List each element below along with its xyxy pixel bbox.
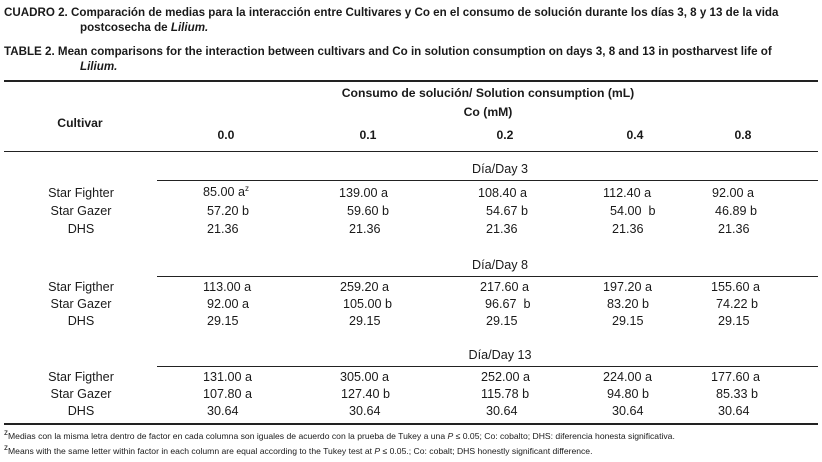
table-cell: 54.67 b <box>486 204 529 218</box>
table-cell: 29.15 <box>718 314 750 328</box>
caption-en-text: Mean comparisons for the interaction between cultivars and Co in solution consumption on days 3, 8 and 13 in postharvest life of <box>57 45 772 58</box>
footnote-en: $^z$Means with the same letter within factor in each column are equal according to the Tukey test at P ≤ 0.05.; Co: cobalt; DHS honestly significant difference. <box>4 443 593 456</box>
table-cell: 21.36 <box>612 222 644 236</box>
section-day-8-rule <box>157 276 818 277</box>
row-label: DHS <box>67 314 95 328</box>
row-label: Star Fighter <box>48 186 114 200</box>
section-day-13-rule <box>157 366 818 367</box>
caption-es-line2 <box>80 20 208 35</box>
table-cell: 85.00 $a^z$ <box>203 183 250 199</box>
section-day-13-title: Día/Day 13 <box>468 348 532 362</box>
caption-es-line1 <box>4 5 778 20</box>
caption-en-label: TABLE 2. <box>4 45 55 58</box>
table-cell: 21.36 <box>207 222 239 236</box>
row-label: DHS <box>67 222 95 236</box>
table-cell: 108.40 a <box>478 186 528 200</box>
header-row-label: Cultivar <box>57 116 103 130</box>
section-day-8-title: Día/Day 8 <box>472 258 528 272</box>
table-cell: 127.40 b <box>341 387 391 401</box>
table-cell: 155.60 a <box>711 280 761 294</box>
table-cell: 29.15 <box>207 314 239 328</box>
table-cell: 224.00 a <box>603 370 653 384</box>
table-cell: 113.00 a <box>203 280 252 294</box>
table-cell: 92.00 a <box>207 297 250 311</box>
table-cell: 252.00 a <box>481 370 531 384</box>
table-cell: 29.15 <box>349 314 381 328</box>
table-cell: 30.64 <box>718 404 750 418</box>
table-cell: 115.78 b <box>481 387 530 401</box>
table-cell: 30.64 <box>207 404 239 418</box>
table-cell: 30.64 <box>349 404 381 418</box>
header-col-4: 0.8 <box>734 128 752 142</box>
caption-en-italic: Lilium. <box>80 60 118 73</box>
header-col-3: 0.4 <box>626 128 644 142</box>
table-cell: 139.00 a <box>339 186 389 200</box>
table-cell: 217.60 a <box>480 280 530 294</box>
table-top-rule <box>4 80 818 82</box>
table-cell: 305.00 a <box>340 370 390 384</box>
caption-en-line2 <box>80 59 117 74</box>
table-cell: 74.22 b <box>716 297 759 311</box>
table-cell: 92.00 a <box>712 186 755 200</box>
row-label: DHS <box>67 404 95 418</box>
table-cell: 105.00 b <box>343 297 393 311</box>
table-cell: 83.20 b <box>607 297 650 311</box>
table-cell: 197.20 a <box>603 280 653 294</box>
header-col-2: 0.2 <box>496 128 514 142</box>
row-label: Star Gazer <box>50 387 112 401</box>
header-col-0: 0.0 <box>217 128 235 142</box>
section-day-3-title: Día/Day 3 <box>472 162 528 176</box>
table-cell: 30.64 <box>612 404 644 418</box>
header-sub-title: Co (mM) <box>463 105 513 119</box>
section-day-3-rule <box>157 180 818 181</box>
table-cell: 46.89 b <box>715 204 758 218</box>
table-cell: 29.15 <box>612 314 644 328</box>
table-cell: 21.36 <box>718 222 750 236</box>
row-label: Star Figther <box>48 280 114 294</box>
footnote-es: $^z$Medias con la misma letra dentro de factor en cada columna son iguales de acuerdo con la prueba de Tukey a una P ≤ 0.05; Co: cobalto; DHS: diferencia honesta significativa. <box>4 428 675 441</box>
table-cell: 59.60 b <box>347 204 390 218</box>
header-bottom-rule <box>4 151 818 152</box>
row-label: Star Gazer <box>50 204 112 218</box>
header-col-1: 0.1 <box>359 128 377 142</box>
caption-es-italic: Lilium. <box>170 21 209 34</box>
table-cell: 54.00 b <box>610 204 656 218</box>
table-bottom-rule <box>4 423 818 425</box>
table-cell: 131.00 a <box>203 370 253 384</box>
row-label: Star Figther <box>48 370 114 384</box>
caption-es-text-line2: postcosecha de <box>80 21 168 34</box>
header-group-title: Consumo de solución/ Solution consumption (mL) <box>341 86 635 100</box>
table-cell: 21.36 <box>349 222 381 236</box>
table-cell: 21.36 <box>486 222 518 236</box>
table-cell: 107.80 a <box>203 387 253 401</box>
table-cell: 30.64 <box>486 404 518 418</box>
table-cell: 177.60 a <box>711 370 761 384</box>
table-cell: 259.20 a <box>340 280 390 294</box>
row-label: Star Gazer <box>50 297 112 311</box>
table-cell: 57.20 b <box>207 204 250 218</box>
footnote-marker: z <box>245 183 250 193</box>
caption-es-text: Comparación de medias para la interacción entre Cultivares y Co en el consumo de solución durante los días 3, 8 y 13 de la vida <box>71 6 779 19</box>
table-cell: 85.33 b <box>716 387 759 401</box>
table-cell: 112.40 a <box>603 186 652 200</box>
table-cell: 96.67 b <box>485 297 531 311</box>
caption-en-line1 <box>4 44 772 59</box>
caption-es-label: CUADRO 2. <box>4 6 68 19</box>
table-cell: 29.15 <box>486 314 518 328</box>
table-cell: 94.80 b <box>607 387 650 401</box>
